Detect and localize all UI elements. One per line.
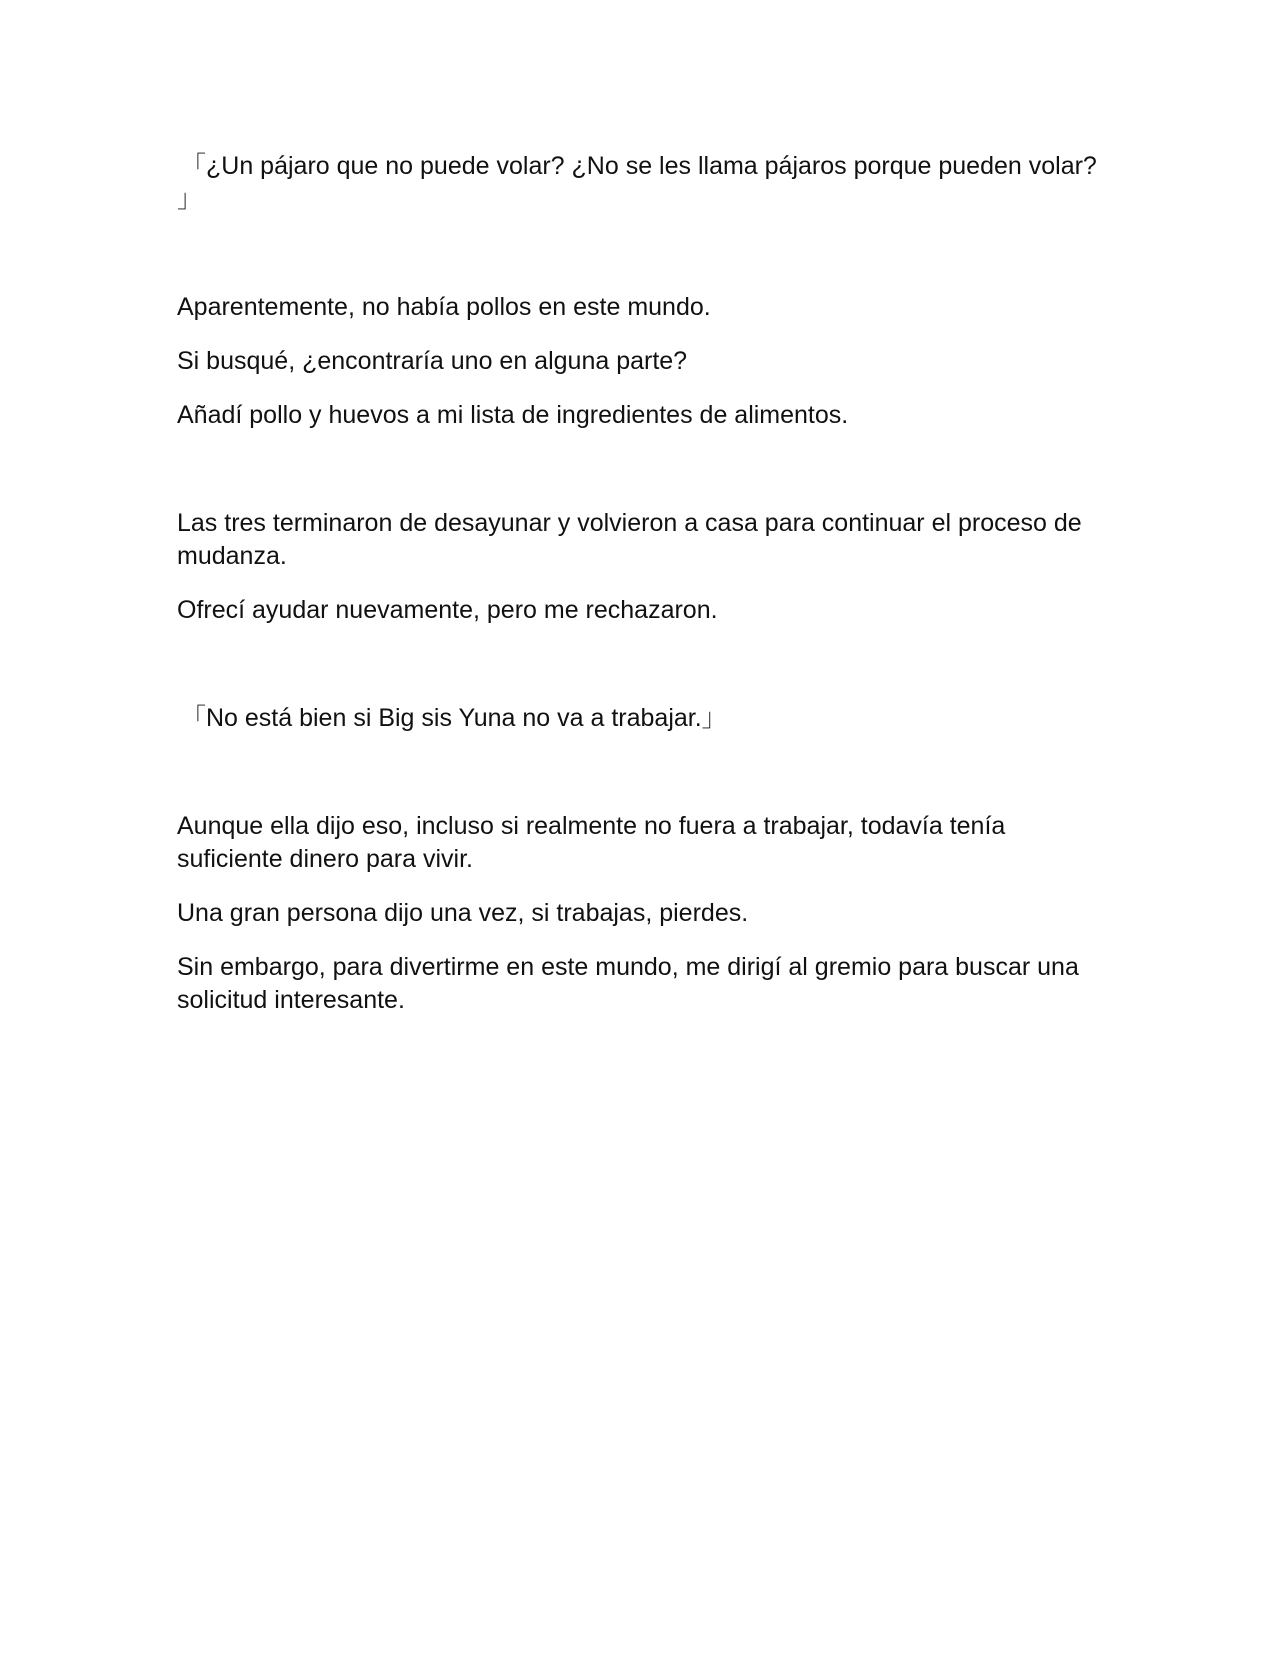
narration-paragraph: Sin embargo, para divertirme en este mundo, me dirigí al gremio para buscar una solicitud interesante. xyxy=(177,953,1079,1014)
narration-paragraph: Una gran persona dijo una vez, si trabajas, pierdes. xyxy=(177,899,749,927)
narration-paragraph: Las tres terminaron de desayunar y volvieron a casa para continuar el proceso de mudanza. xyxy=(177,509,1082,570)
dialogue-paragraph: 「No está bien si Big sis Yuna no va a trabajar.」 xyxy=(181,704,727,732)
narration-paragraph: Ofrecí ayudar nuevamente, pero me rechazaron. xyxy=(177,596,718,624)
section-break xyxy=(177,627,1097,702)
section-break xyxy=(177,735,1097,810)
document-body xyxy=(177,150,1097,1017)
dialogue-paragraph: 「¿Un pájaro que no puede volar? ¿No se les llama pájaros porque pueden volar? 」 xyxy=(177,152,1097,213)
narration-paragraph: Si busqué, ¿encontraría uno en alguna parte? xyxy=(177,347,688,375)
narration-paragraph: Aparentemente, no había pollos en este mundo. xyxy=(177,293,711,321)
section-break xyxy=(177,432,1097,507)
section-break xyxy=(177,216,1097,291)
narration-paragraph: Aunque ella dijo eso, incluso si realmente no fuera a trabajar, todavía tenía suficiente dinero para vivir. xyxy=(177,812,1006,873)
narration-paragraph: Añadí pollo y huevos a mi lista de ingredientes de alimentos. xyxy=(177,401,849,429)
